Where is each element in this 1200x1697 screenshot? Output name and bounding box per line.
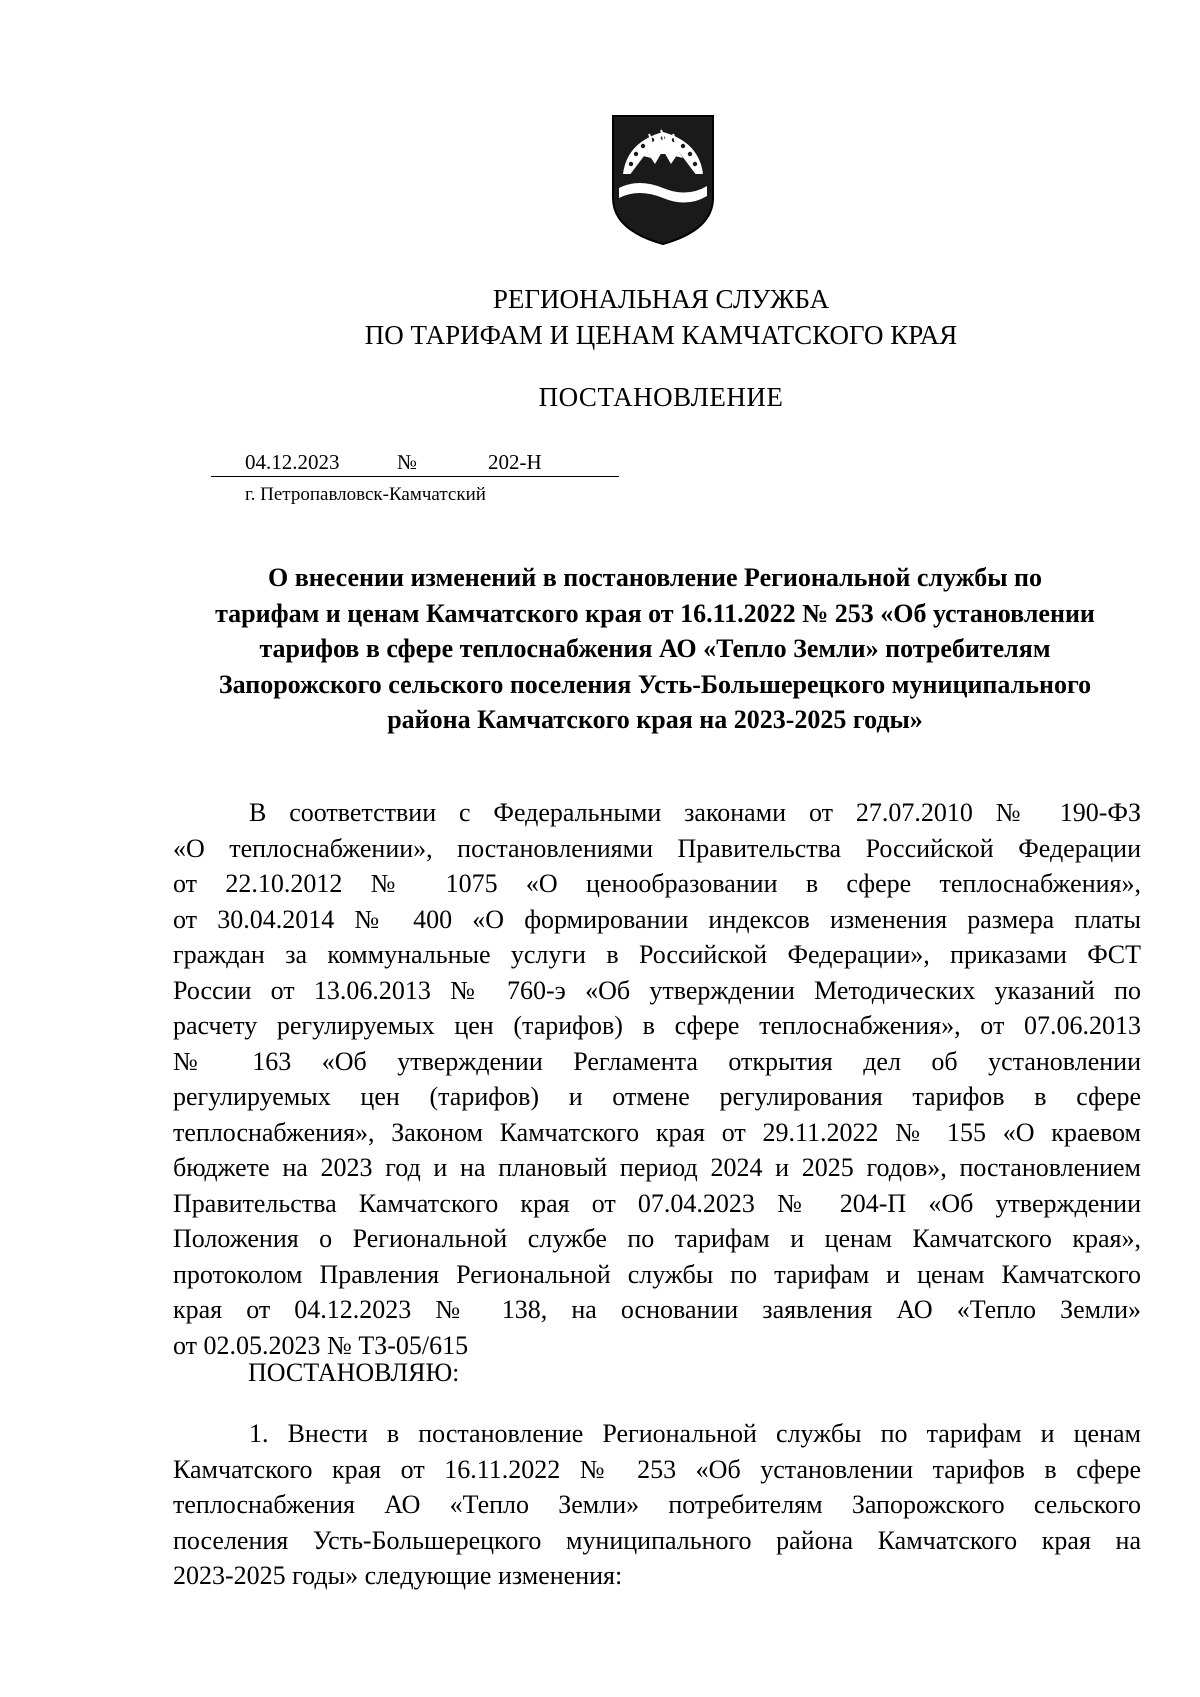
subject-line: Запорожского сельского поселения Усть-Большерецкого муниципального [218, 669, 1092, 699]
preamble-line: В соответствии с Федеральными законами от 27.07.2010 № 190-ФЗ [249, 798, 1141, 827]
document-number: 202-Н [488, 450, 542, 474]
preamble-line: бюджете на 2023 год и на плановый период 2024 и 2025 годов», постановлением [173, 1153, 1141, 1182]
preamble-line: «О теплоснабжении», постановлениями Правительства Российской Федерации [173, 833, 1141, 863]
preamble-line: расчету регулируемых цен (тарифов) в сфере теплоснабжения», от 07.06.2013 [173, 1011, 1141, 1040]
item-1-line: 2023-2025 годы» следующие изменения: [173, 1561, 623, 1590]
preamble-line: России от 13.06.2013 № 760-э «Об утверждении Методических указаний по [173, 975, 1141, 1005]
agency-name-line1: РЕГИОНАЛЬНАЯ СЛУЖБА [492, 284, 830, 314]
subject-line: О внесении изменений в постановление Региональной службы по [268, 563, 1042, 592]
preamble-line: регулируемых цен (тарифов) и отмене регулирования тарифов в сфере [173, 1082, 1141, 1111]
preamble-line: от 02.05.2023 № ТЗ-05/615 [173, 1330, 469, 1360]
document-date: 04.12.2023 [245, 450, 340, 474]
decree-word: ПОСТАНОВЛЯЮ: [248, 1358, 460, 1387]
kamchatka-coat-of-arms-icon [609, 112, 717, 248]
preamble-line: № 163 «Об утверждении Регламента открытия дел об установлении [173, 1046, 1141, 1076]
preamble-line: края от 04.12.2023 № 138, на основании заявления АО «Тепло Земли» [173, 1295, 1141, 1324]
document-subject [160, 560, 1150, 738]
subject-line: района Камчатского края на 2023-2025 годы» [387, 705, 923, 734]
item-1-line: теплоснабжения АО «Тепло Земли» потребителям Запорожского сельского [173, 1490, 1141, 1519]
preamble-line: Положения о Региональной службе по тарифам и ценам Камчатского края», [173, 1224, 1141, 1253]
preamble-paragraph [173, 795, 1141, 1363]
preamble-line: теплоснабжения», Законом Камчатского края от 29.11.2022 № 155 «О краевом [173, 1117, 1141, 1147]
document-type-title: ПОСТАНОВЛЕНИЕ [538, 382, 784, 412]
preamble-line: от 30.04.2014 № 400 «О формировании индексов изменения размера платы [173, 904, 1141, 934]
preamble-line: от 22.10.2012 № 1075 «О ценообразовании в сфере теплоснабжения», [173, 869, 1141, 898]
preamble-line: Правительства Камчатского края от 07.04.2023 № 204-П «Об утверждении [173, 1188, 1141, 1218]
subject-line: тарифов в сфере теплоснабжения АО «Тепло Земли» потребителям [259, 634, 1051, 663]
number-sign: № [397, 450, 418, 474]
item-1-paragraph [173, 1416, 1141, 1594]
item-1-line: Камчатского края от 16.11.2022 № 253 «Об установлении тарифов в сфере [173, 1454, 1141, 1484]
subject-line: тарифам и ценам Камчатского края от 16.11.2022 № 253 «Об установлении [215, 598, 1095, 628]
preamble-line: граждан за коммунальные услуги в Российской Федерации», приказами ФСТ [173, 940, 1141, 969]
item-1-line: поселения Усть-Большерецкого муниципального района Камчатского края на [173, 1525, 1141, 1555]
preamble-line: протоколом Правления Региональной службы по тарифам и ценам Камчатского [173, 1259, 1141, 1289]
agency-name-line2: ПО ТАРИФАМ И ЦЕНАМ КАМЧАТСКОГО КРАЯ [364, 320, 958, 350]
document-date-number-line [211, 450, 619, 477]
item-1-line: 1. Внести в постановление Региональной службы по тарифам и ценам [249, 1419, 1141, 1448]
document-city: г. Петропавловск-Камчатский [245, 484, 486, 505]
